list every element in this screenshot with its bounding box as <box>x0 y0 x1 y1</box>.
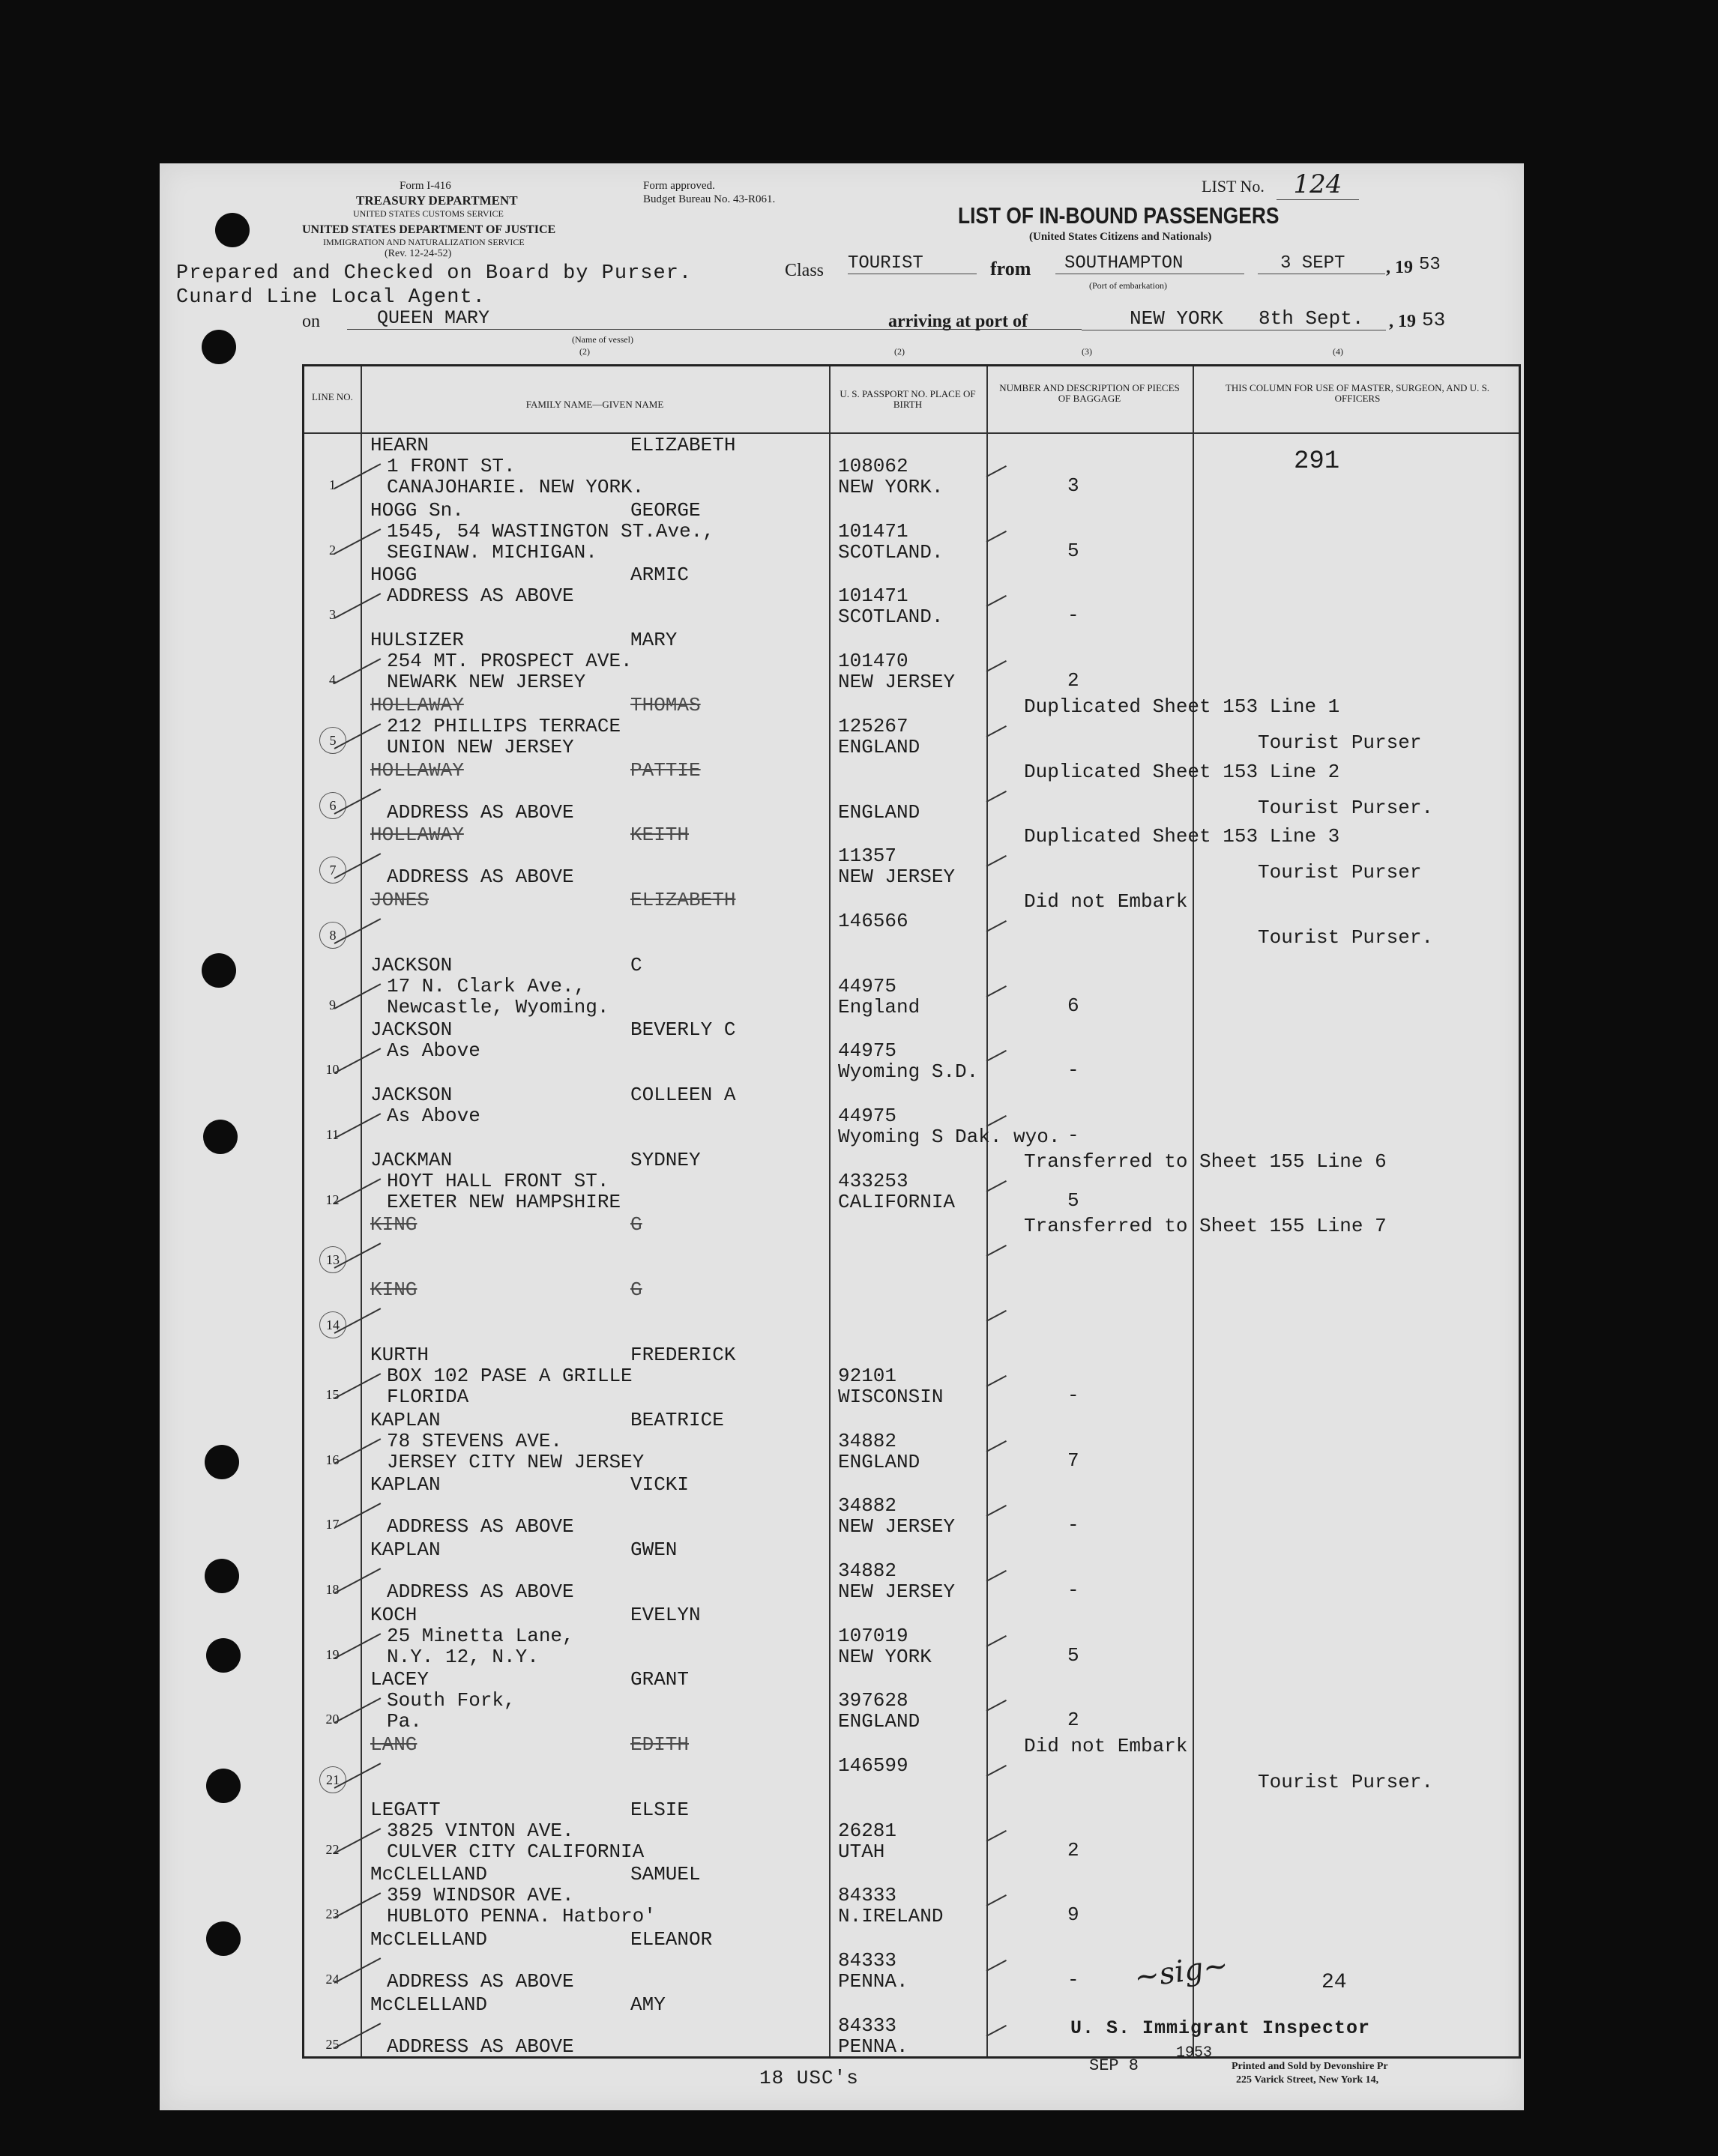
baggage-count: - <box>1067 1969 1079 1992</box>
table-row <box>304 1407 1519 1472</box>
place-of-birth: CALIFORNIA <box>838 1190 956 1213</box>
line-number: 14 <box>319 1311 346 1338</box>
col-num-3: (3) <box>1082 346 1092 357</box>
tick-mark <box>986 1180 1007 1192</box>
line-number: 13 <box>319 1246 346 1273</box>
given-name: EVELYN <box>630 1603 701 1626</box>
tick-mark <box>986 531 1007 543</box>
prepared-by: Prepared and Checked on Board by Purser. <box>176 262 693 285</box>
given-name: SAMUEL <box>630 1863 701 1886</box>
given-name: VICKI <box>630 1473 690 1497</box>
line-number: 17 <box>325 1517 340 1533</box>
address-line-2: ADDRESS AS ABOVE <box>387 800 574 824</box>
officer-note-2: Tourist Purser <box>1258 861 1422 884</box>
arriving-date: 8th Sept. <box>1259 307 1386 330</box>
passport-number: 84333 <box>838 1949 897 1972</box>
family-name: HOGG Sn. <box>370 498 464 522</box>
vessel-caption: (Name of vessel) <box>572 334 633 345</box>
tick-mark <box>986 1894 1007 1906</box>
family-name: LANG <box>370 1733 418 1756</box>
binder-hole <box>202 953 236 988</box>
baggage-count: - <box>1067 1578 1079 1601</box>
table-row <box>304 1797 1519 1861</box>
table-row <box>304 1082 1519 1147</box>
passport-number: 108062 <box>838 455 908 477</box>
place-of-birth: PENNA. <box>838 2035 908 2058</box>
given-name: PATTIE <box>630 758 701 782</box>
on-label: on <box>302 312 320 331</box>
baggage-count: - <box>1067 1124 1079 1147</box>
from-port: SOUTHAMPTON <box>1055 253 1244 274</box>
baggage-count: 5 <box>1067 1189 1079 1212</box>
address-line-1: As Above <box>387 1105 480 1127</box>
tick-mark <box>986 1245 1007 1257</box>
passport-number: 101471 <box>838 585 908 608</box>
baggage-count: 9 <box>1067 1903 1079 1927</box>
family-name: JONES <box>370 888 429 911</box>
family-name: LACEY <box>370 1668 429 1691</box>
vessel-name: QUEEN MARY <box>347 307 1082 330</box>
place-of-birth: UTAH <box>838 1840 885 1863</box>
family-name: JACKSON <box>370 1084 453 1106</box>
passport-number: 125267 <box>838 714 908 737</box>
officer-note: Duplicated Sheet 153 Line 3 <box>1024 825 1340 848</box>
given-name: BEVERLY C <box>630 1018 736 1042</box>
tick-mark <box>986 1765 1007 1777</box>
binder-hole <box>205 1559 239 1593</box>
address-line-2: UNION NEW JERSEY <box>387 735 574 758</box>
header-baggage: NUMBER AND DESCRIPTION OF PIECES OF BAGGAGE <box>999 382 1180 404</box>
given-name: G <box>630 1278 642 1302</box>
place-of-birth: NEW JERSEY <box>838 866 956 889</box>
given-name: ELIZABETH <box>630 434 736 456</box>
given-name: GRANT <box>630 1668 690 1691</box>
address-line-2: Pa. <box>387 1710 422 1733</box>
tick-mark <box>986 1375 1007 1387</box>
list-title: LIST OF IN-BOUND PASSENGERS <box>958 202 1280 229</box>
col-num-2: (2) <box>894 346 905 357</box>
given-name: EDITH <box>630 1733 690 1756</box>
given-name: FREDERICK <box>630 1343 736 1366</box>
line-number: 7 <box>319 857 346 884</box>
table-row <box>304 1017 1519 1084</box>
table-row <box>304 1212 1519 1276</box>
family-name: KING <box>370 1213 418 1236</box>
place-of-birth: England <box>838 995 920 1018</box>
place-of-birth: NEW YORK <box>838 1645 932 1668</box>
address-line-2: ADDRESS AS ABOVE <box>387 1515 574 1539</box>
table-row <box>304 432 1519 497</box>
family-name: HOGG <box>370 564 418 587</box>
family-name: HULSIZER <box>370 629 464 652</box>
given-name: BEATRICE <box>630 1408 724 1431</box>
baggage-count: 2 <box>1067 1709 1079 1732</box>
baggage-count: - <box>1067 604 1079 627</box>
inspector-signature: ~sig~ <box>1132 1948 1231 1996</box>
tick-mark <box>986 1505 1007 1517</box>
line-number: 24 <box>325 1972 340 1987</box>
port-embark-caption: (Port of embarkation) <box>1089 280 1167 291</box>
address-line-2: CULVER CITY CALIFORNIA <box>387 1840 645 1863</box>
baggage-count: 5 <box>1067 539 1079 562</box>
passenger-table <box>302 364 1521 2059</box>
given-name: MARY <box>630 629 678 652</box>
address-line-1: 254 MT. PROSPECT AVE. <box>387 650 633 673</box>
baggage-count: 3 <box>1067 474 1079 497</box>
place-of-birth: ENGLAND <box>838 800 920 824</box>
family-name: McCLELLAND <box>370 1993 488 2016</box>
from-year-prefix: , 19 <box>1386 258 1413 277</box>
tick-mark <box>986 1310 1007 1322</box>
tick-mark <box>986 465 1007 477</box>
table-row <box>304 822 1519 887</box>
stamp-year: 1953 <box>1176 2044 1213 2062</box>
address-line-1: 25 Minetta Lane, <box>387 1624 574 1647</box>
given-name: COLLEEN A <box>630 1084 736 1106</box>
given-name: C <box>630 953 642 976</box>
table-row <box>304 498 1519 562</box>
officer-note-2: Tourist Purser. <box>1258 925 1434 949</box>
table-row <box>304 1342 1519 1407</box>
address-line-2: SEGINAW. MICHIGAN. <box>387 540 597 564</box>
family-name: McCLELLAND <box>370 1863 488 1886</box>
line-number: 6 <box>319 792 346 819</box>
line-number: 3 <box>329 607 336 623</box>
tick-mark <box>986 2025 1007 2037</box>
tick-mark <box>986 1960 1007 1972</box>
from-year: 53 <box>1419 255 1441 275</box>
customs-service: UNITED STATES CUSTOMS SERVICE <box>353 208 504 219</box>
officer-note: 291 <box>1294 447 1340 476</box>
place-of-birth: SCOTLAND. <box>838 540 944 564</box>
inspector-title: U. S. Immigrant Inspector <box>1070 2017 1371 2039</box>
address-line-1: 1545, 54 WASTINGTON ST.Ave., <box>387 519 714 543</box>
tick-mark <box>986 660 1007 672</box>
line-number: 12 <box>325 1192 340 1207</box>
address-line-1: ADDRESS AS ABOVE <box>387 585 574 608</box>
address-line-2: FLORIDA <box>387 1385 469 1408</box>
usc-count: 18 USC's <box>759 2067 859 2089</box>
address-line-2: N.Y. 12, N.Y. <box>387 1645 539 1668</box>
tick-mark <box>986 1050 1007 1062</box>
passport-number: 84333 <box>838 1884 897 1907</box>
count-note: 24 <box>1321 1971 1347 1994</box>
class-value: TOURIST <box>848 253 977 274</box>
officer-note-2: Tourist Purser. <box>1258 796 1434 819</box>
family-name: HOLLAWAY <box>370 693 464 716</box>
tick-mark <box>986 1635 1007 1647</box>
form-approved: Form approved. <box>643 180 715 192</box>
binder-hole <box>202 330 236 364</box>
list-subtitle: (United States Citizens and Nationals) <box>1029 231 1212 243</box>
binder-hole <box>203 1120 238 1154</box>
line-number: 5 <box>319 727 346 754</box>
given-name: AMY <box>630 1993 666 2016</box>
given-name: THOMAS <box>630 693 701 716</box>
table-row <box>304 952 1519 1017</box>
place-of-birth: NEW JERSEY <box>838 1515 956 1539</box>
address-line-1: BOX 102 PASE A GRILLE <box>387 1364 633 1387</box>
family-name: KING <box>370 1278 418 1302</box>
binder-hole <box>206 1769 241 1803</box>
family-name: JACKSON <box>370 953 453 976</box>
address-line-2: HUBLOTO PENNA. Hatboro' <box>387 1905 656 1928</box>
table-row <box>304 1861 1519 1926</box>
place-of-birth: NEW YORK. <box>838 476 944 498</box>
address-line-1: 3825 VINTON AVE. <box>387 1819 574 1842</box>
passport-number: 433253 <box>838 1169 908 1192</box>
ins-service: IMMIGRATION AND NATURALIZATION SERVICE <box>323 237 525 247</box>
passport-number: 397628 <box>838 1689 908 1712</box>
tick-mark <box>986 595 1007 607</box>
family-name: KAPLAN <box>370 1538 441 1561</box>
baggage-count: - <box>1067 1383 1079 1407</box>
from-label: from <box>990 258 1031 280</box>
table-row <box>304 758 1519 822</box>
place-of-birth: Wyoming S.D. <box>838 1060 979 1084</box>
tick-mark <box>986 791 1007 803</box>
tick-mark <box>986 725 1007 737</box>
place-of-birth: ENGLAND <box>838 1710 920 1733</box>
treasury-dept: TREASURY DEPARTMENT <box>356 193 518 208</box>
given-name: ELSIE <box>630 1798 690 1821</box>
place-of-birth: NEW JERSEY <box>838 1580 956 1603</box>
line-number: 21 <box>319 1766 346 1793</box>
header-line-no: LINE NO. <box>312 391 353 402</box>
arriving-port: NEW YORK <box>1082 307 1294 330</box>
line-number: 22 <box>325 1841 340 1857</box>
address-line-2: JERSEY CITY NEW JERSEY <box>387 1450 645 1473</box>
from-date: 3 SEPT <box>1258 253 1385 274</box>
arriving-year-prefix: , 19 <box>1389 312 1416 331</box>
table-row <box>304 692 1519 757</box>
table-row <box>304 1602 1519 1667</box>
col-num-4: (4) <box>1333 346 1343 357</box>
address-line-2: CANAJOHARIE. NEW YORK. <box>387 476 645 498</box>
tick-mark <box>986 985 1007 997</box>
place-of-birth: WISCONSIN <box>838 1385 944 1408</box>
table-row <box>304 1537 1519 1601</box>
baggage-count: - <box>1067 1514 1079 1537</box>
baggage-count: 5 <box>1067 1643 1079 1667</box>
baggage-count: 2 <box>1067 1838 1079 1861</box>
passport-number: 84333 <box>838 2014 897 2037</box>
table-row <box>304 887 1519 952</box>
line-number: 2 <box>329 542 336 558</box>
officer-note-2: Tourist Purser <box>1258 731 1422 754</box>
table-row <box>304 1472 1519 1539</box>
address-line-1: South Fork, <box>387 1689 516 1712</box>
form-number: Form I-416 <box>400 180 451 192</box>
given-name: GEORGE <box>630 498 701 522</box>
passport-number: 44975 <box>838 1039 897 1063</box>
table-row <box>304 562 1519 629</box>
address-line-1: 1 FRONT ST. <box>387 455 516 477</box>
revision: (Rev. 12-24-52) <box>385 248 452 259</box>
header-name: FAMILY NAME—GIVEN NAME <box>525 399 664 410</box>
passport-number: 34882 <box>838 1494 897 1518</box>
address-line-1: HOYT HALL FRONT ST. <box>387 1169 609 1192</box>
officer-note: Transferred to Sheet 155 Line 7 <box>1024 1215 1387 1238</box>
address-line-2: ADDRESS AS ABOVE <box>387 866 574 889</box>
list-no-label: LIST No. <box>1202 177 1265 196</box>
family-name: McCLELLAND <box>370 1928 488 1951</box>
binder-hole <box>215 213 250 247</box>
given-name: KEITH <box>630 824 690 847</box>
binder-hole <box>206 1638 241 1673</box>
line-number: 1 <box>329 477 336 492</box>
col-num-2a: (2) <box>579 346 590 357</box>
passport-number: 44975 <box>838 974 897 997</box>
address-line-1: As Above <box>387 1039 480 1063</box>
binder-hole <box>206 1921 241 1956</box>
table-row <box>304 1147 1519 1212</box>
given-name: SYDNEY <box>630 1148 701 1171</box>
line-number: 19 <box>325 1646 340 1662</box>
table-row <box>304 1667 1519 1731</box>
passport-number: 146599 <box>838 1754 908 1777</box>
address-line-2: Newcastle, Wyoming. <box>387 995 609 1018</box>
family-name: KURTH <box>370 1343 429 1366</box>
address-line-1: 17 N. Clark Ave., <box>387 974 586 997</box>
address-line-2: ADDRESS AS ABOVE <box>387 2035 574 2058</box>
given-name: ELIZABETH <box>630 888 736 911</box>
given-name: ELEANOR <box>630 1928 713 1951</box>
family-name: JACKMAN <box>370 1148 453 1171</box>
header-officers: THIS COLUMN FOR USE OF MASTER, SURGEON, AND U. S. OFFICERS <box>1225 382 1490 404</box>
passport-number: 107019 <box>838 1624 908 1647</box>
passport-number: 146566 <box>838 909 908 932</box>
tick-mark <box>986 1700 1007 1712</box>
place-of-birth: SCOTLAND. <box>838 606 944 629</box>
tick-mark <box>986 1440 1007 1452</box>
line-number: 8 <box>319 922 346 949</box>
line-number: 15 <box>325 1386 340 1402</box>
table-row <box>304 1277 1519 1341</box>
address-line-1: 78 STEVENS AVE. <box>387 1429 563 1452</box>
tick-mark <box>986 855 1007 867</box>
passport-number: 34882 <box>838 1429 897 1452</box>
arriving-label: arriving at port of <box>888 312 1028 331</box>
place-of-birth: NEW JERSEY <box>838 671 956 694</box>
budget-bureau: Budget Bureau No. 43-R061. <box>643 193 776 205</box>
line-number: 11 <box>325 1127 340 1142</box>
officer-note: Duplicated Sheet 153 Line 1 <box>1024 695 1340 718</box>
passport-number: 11357 <box>838 845 897 868</box>
line-number: 20 <box>325 1712 340 1727</box>
family-name: HOLLAWAY <box>370 824 464 847</box>
family-name: JACKSON <box>370 1018 453 1042</box>
officer-note: Duplicated Sheet 153 Line 2 <box>1024 760 1340 783</box>
line-number: 9 <box>329 997 336 1012</box>
baggage-count: - <box>1067 1059 1079 1082</box>
line-number: 18 <box>325 1581 340 1597</box>
tick-mark <box>986 1830 1007 1842</box>
baggage-count: 6 <box>1067 994 1079 1017</box>
passport-number: 34882 <box>838 1559 897 1582</box>
passport-number: 101471 <box>838 519 908 543</box>
family-name: HOLLAWAY <box>370 758 464 782</box>
address-line-2: ADDRESS AS ABOVE <box>387 1970 574 1993</box>
address-line-1: 212 PHILLIPS TERRACE <box>387 714 621 737</box>
given-name: ARMIC <box>630 564 690 587</box>
passenger-list-sheet <box>160 163 1524 2110</box>
place-of-birth: PENNA. <box>838 1970 908 1993</box>
passport-number: 92101 <box>838 1364 897 1387</box>
stamp-date: SEP 8 <box>1089 2056 1139 2075</box>
place-of-birth: N.IRELAND <box>838 1905 944 1928</box>
given-name: G <box>630 1213 642 1236</box>
address-line-2: EXETER NEW HAMPSHIRE <box>387 1190 621 1213</box>
line-number: 23 <box>325 1906 340 1922</box>
tick-mark <box>986 920 1007 932</box>
baggage-count: 7 <box>1067 1449 1079 1472</box>
place-of-birth: ENGLAND <box>838 1450 920 1473</box>
given-name: GWEN <box>630 1538 678 1561</box>
place-of-birth: Wyoming S Dak. wyo. <box>838 1126 1061 1148</box>
baggage-count: 2 <box>1067 669 1079 692</box>
line-number: 10 <box>325 1062 340 1078</box>
list-no-value: 124 <box>1277 169 1359 200</box>
place-of-birth: ENGLAND <box>838 735 920 758</box>
address-line-1: 359 WINDSOR AVE. <box>387 1884 574 1907</box>
table-row <box>304 1732 1519 1796</box>
header-passport: U. S. PASSPORT NO. PLACE OF BIRTH <box>840 388 976 410</box>
binder-hole <box>205 1445 239 1479</box>
table-row <box>304 627 1519 692</box>
line-number: 25 <box>325 2036 340 2052</box>
line-number: 4 <box>329 672 336 688</box>
officer-note: Transferred to Sheet 155 Line 6 <box>1024 1150 1387 1173</box>
family-name: KOCH <box>370 1603 418 1626</box>
officer-note: Did not Embark <box>1024 1735 1188 1757</box>
line-number: 16 <box>325 1452 340 1467</box>
family-name: KAPLAN <box>370 1473 441 1497</box>
passport-number: 26281 <box>838 1819 897 1842</box>
family-name: HEARN <box>370 434 429 456</box>
family-name: KAPLAN <box>370 1408 441 1431</box>
printer-line1: Printed and Sold by Devonshire Pr <box>1232 2061 1388 2072</box>
passport-number: 101470 <box>838 650 908 673</box>
passport-number: 44975 <box>838 1105 897 1127</box>
local-agent: Cunard Line Local Agent. <box>176 286 486 309</box>
officer-note: Did not Embark <box>1024 890 1188 913</box>
printer-line2: 225 Varick Street, New York 14, <box>1236 2074 1379 2086</box>
address-line-2: NEWARK NEW JERSEY <box>387 671 586 694</box>
arriving-year: 53 <box>1422 309 1446 331</box>
address-line-2: ADDRESS AS ABOVE <box>387 1580 574 1603</box>
tick-mark <box>986 1570 1007 1582</box>
class-label: Class <box>785 261 825 280</box>
justice-dept: UNITED STATES DEPARTMENT OF JUSTICE <box>302 223 556 236</box>
officer-note-2: Tourist Purser. <box>1258 1771 1434 1793</box>
family-name: LEGATT <box>370 1798 441 1821</box>
